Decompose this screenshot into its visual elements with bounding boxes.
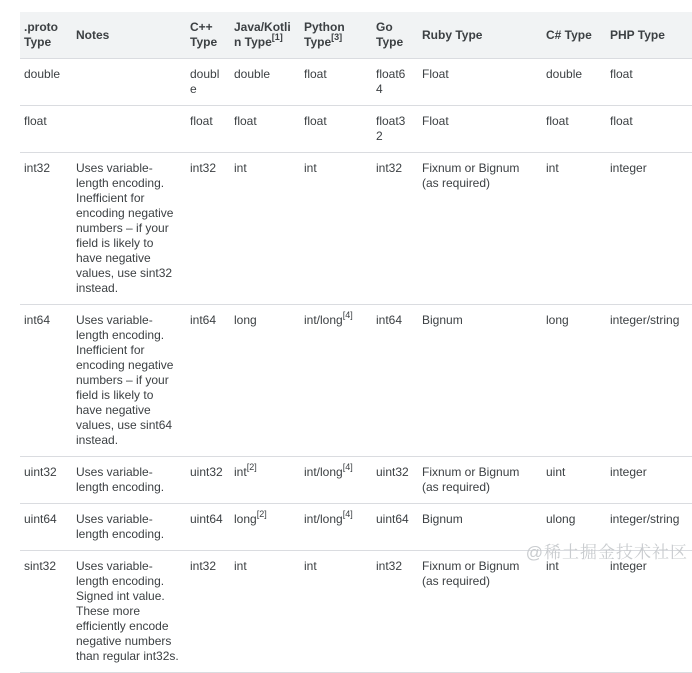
cell-python: int/long[4]	[300, 457, 372, 504]
table-row	[20, 551, 692, 673]
cell-notes	[72, 106, 186, 153]
cell-cpp: double	[186, 59, 230, 106]
cell-ruby: Fixnum or Bignum (as required)	[418, 153, 542, 305]
column-header-proto: .proto Type	[20, 12, 72, 59]
cell-ruby: Bignum	[418, 504, 542, 551]
footnote-ref: [3]	[331, 32, 343, 42]
cell-proto: int32	[20, 153, 72, 305]
cell-proto: float	[20, 106, 72, 153]
cell-ruby: Fixnum or Bignum (as required)	[418, 551, 542, 673]
cell-python: float	[300, 106, 372, 153]
cell-notes: Uses variable-length encoding.	[72, 504, 186, 551]
cell-notes: Uses variable-length encoding. Signed int value. These more efficiently encode negative numbers than regular int32s.	[72, 551, 186, 673]
cell-notes: Uses variable-length encoding. Inefficient for encoding negative numbers – if your field is likely to have negative values, use sint64 instead.	[72, 305, 186, 457]
table-row	[20, 457, 692, 504]
cell-java: long[2]	[230, 504, 300, 551]
cell-proto: sint32	[20, 551, 72, 673]
scalar-types-table	[20, 12, 692, 673]
column-header-java: Java/Kotlin Type[1]	[230, 12, 300, 59]
cell-proto: uint64	[20, 504, 72, 551]
table-row	[20, 59, 692, 106]
cell-csharp: double	[542, 59, 606, 106]
footnote-ref: [1]	[271, 32, 283, 42]
cell-java: long	[230, 305, 300, 457]
column-header-python: Python Type[3]	[300, 12, 372, 59]
column-header-csharp: C# Type	[542, 12, 606, 59]
cell-ruby: Fixnum or Bignum (as required)	[418, 457, 542, 504]
cell-go: int32	[372, 153, 418, 305]
cell-proto: uint32	[20, 457, 72, 504]
cell-csharp: int	[542, 551, 606, 673]
cell-java: float	[230, 106, 300, 153]
footnote-ref: [2]	[256, 509, 267, 519]
footnote-ref: [4]	[342, 462, 353, 472]
cell-csharp: float	[542, 106, 606, 153]
cell-notes	[72, 59, 186, 106]
cell-go: int32	[372, 551, 418, 673]
column-header-cpp: C++ Type	[186, 12, 230, 59]
cell-java: int	[230, 153, 300, 305]
cell-php: float	[606, 106, 692, 153]
cell-python: int	[300, 153, 372, 305]
cell-python: float	[300, 59, 372, 106]
column-header-go: Go Type	[372, 12, 418, 59]
cell-csharp: long	[542, 305, 606, 457]
footnote-ref: [4]	[342, 310, 353, 320]
cell-python: int	[300, 551, 372, 673]
cell-php: integer/string	[606, 305, 692, 457]
watermark: @稀土掘金技术社区	[525, 543, 688, 562]
cell-cpp: uint32	[186, 457, 230, 504]
table-row	[20, 106, 692, 153]
cell-ruby: Float	[418, 59, 542, 106]
column-header-php: PHP Type	[606, 12, 692, 59]
cell-csharp: ulong	[542, 504, 606, 551]
cell-php: integer	[606, 153, 692, 305]
cell-cpp: int32	[186, 153, 230, 305]
cell-notes: Uses variable-length encoding.	[72, 457, 186, 504]
footnote-ref: [2]	[246, 462, 257, 472]
column-header-ruby: Ruby Type	[418, 12, 542, 59]
cell-php: integer	[606, 551, 692, 673]
cell-java: double	[230, 59, 300, 106]
cell-cpp: float	[186, 106, 230, 153]
cell-java: int	[230, 551, 300, 673]
cell-csharp: uint	[542, 457, 606, 504]
header-row	[20, 12, 692, 59]
table-body	[20, 59, 692, 673]
cell-ruby: Bignum	[418, 305, 542, 457]
cell-php: integer	[606, 457, 692, 504]
cell-ruby: Float	[418, 106, 542, 153]
cell-php: integer/string	[606, 504, 692, 551]
cell-notes: Uses variable-length encoding. Inefficient for encoding negative numbers – if your field is likely to have negative values, use sint32 instead.	[72, 153, 186, 305]
cell-python: int/long[4]	[300, 305, 372, 457]
cell-cpp: int32	[186, 551, 230, 673]
cell-proto: double	[20, 59, 72, 106]
cell-cpp: uint64	[186, 504, 230, 551]
cell-go: int64	[372, 305, 418, 457]
column-header-notes: Notes	[72, 12, 186, 59]
footnote-ref: [4]	[342, 509, 353, 519]
cell-go: uint32	[372, 457, 418, 504]
cell-proto: int64	[20, 305, 72, 457]
cell-go: uint64	[372, 504, 418, 551]
table-row	[20, 153, 692, 305]
table-row	[20, 305, 692, 457]
cell-python: int/long[4]	[300, 504, 372, 551]
cell-go: float64	[372, 59, 418, 106]
scalar-types-table-wrap	[20, 12, 692, 673]
cell-go: float32	[372, 106, 418, 153]
cell-php: float	[606, 59, 692, 106]
cell-cpp: int64	[186, 305, 230, 457]
cell-java: int[2]	[230, 457, 300, 504]
cell-csharp: int	[542, 153, 606, 305]
